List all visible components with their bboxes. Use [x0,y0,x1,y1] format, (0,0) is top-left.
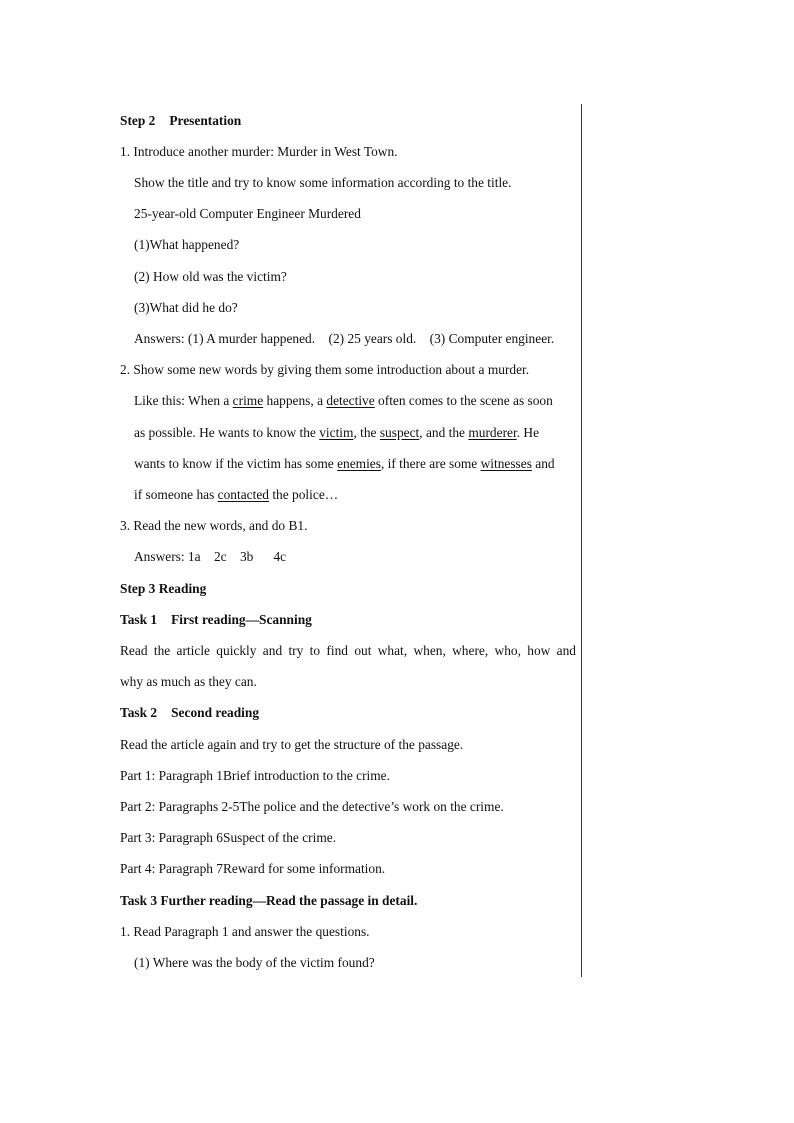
task2-title: Second reading [171,705,260,720]
task2-heading [120,705,259,721]
part-2: Part 2: Paragraphs 2-5The police and the detective’s work on the crime. [120,799,504,814]
item-1-line-2: Show the title and try to know some information according to the title. [134,175,512,190]
paragraph-line-4: if someone has contacted the police… [134,487,339,502]
vocab-enemies: enemies [337,456,381,471]
step2-title: Presentation [169,113,242,128]
item-2: 2. Show some new words by giving them some introduction about a murder. [120,362,530,377]
item-3: 3. Read the new words, and do B1. [120,518,308,533]
question-2: (2) How old was the victim? [134,269,287,284]
task1-line-2: why as much as they can. [120,674,257,689]
vocab-contacted: contacted [217,487,269,502]
step3-heading: Step 3 Reading [120,581,207,596]
task1-title: First reading—Scanning [171,612,312,627]
paragraph-line-3: wants to know if the victim has some enemies, if there are some witnesses and [134,456,555,471]
paragraph-line-1: Like this: When a crime happens, a detective often comes to the scene as soon [134,393,553,408]
item-1: 1. Introduce another murder: Murder in West Town. [120,144,398,159]
part-3: Part 3: Paragraph 6Suspect of the crime. [120,830,337,845]
paragraph-line-2: as possible. He wants to know the victim, the suspect, and the murderer. He [134,425,540,440]
item-1-line-3: 25-year-old Computer Engineer Murdered [134,206,361,221]
part-1: Part 1: Paragraph 1Brief introduction to the crime. [120,768,390,783]
task3-question-1: (1) Where was the body of the victim found? [134,955,375,970]
vocab-detective: detective [326,393,375,408]
question-1: (1)What happened? [134,237,240,252]
vocab-murderer: murderer [468,425,517,440]
question-3: (3)What did he do? [134,300,238,315]
task1-heading [120,612,312,628]
task3-heading: Task 3 Further reading—Read the passage in detail. [120,893,418,908]
task2-label: Task 2 [120,705,158,720]
task1-line-1: Read the article quickly and try to find out what, when, where, who, how and [120,643,576,658]
vocab-victim: victim [319,425,354,440]
task3-item-1: 1. Read Paragraph 1 and answer the questions. [120,924,370,939]
answers-2: Answers: 1a 2c 3b 4c [134,549,287,564]
step2-heading [120,113,241,129]
part-4: Part 4: Paragraph 7Reward for some information. [120,861,386,876]
task2-line-1: Read the article again and try to get the structure of the passage. [120,737,464,752]
step2-label: Step 2 [120,113,156,128]
vocab-suspect: suspect [379,425,420,440]
task1-label: Task 1 [120,612,158,627]
vocab-witnesses: witnesses [480,456,532,471]
answers-1: Answers: (1) A murder happened. (2) 25 years old. (3) Computer engineer. [134,331,555,346]
vocab-crime: crime [232,393,264,408]
table-border-line [581,104,582,977]
